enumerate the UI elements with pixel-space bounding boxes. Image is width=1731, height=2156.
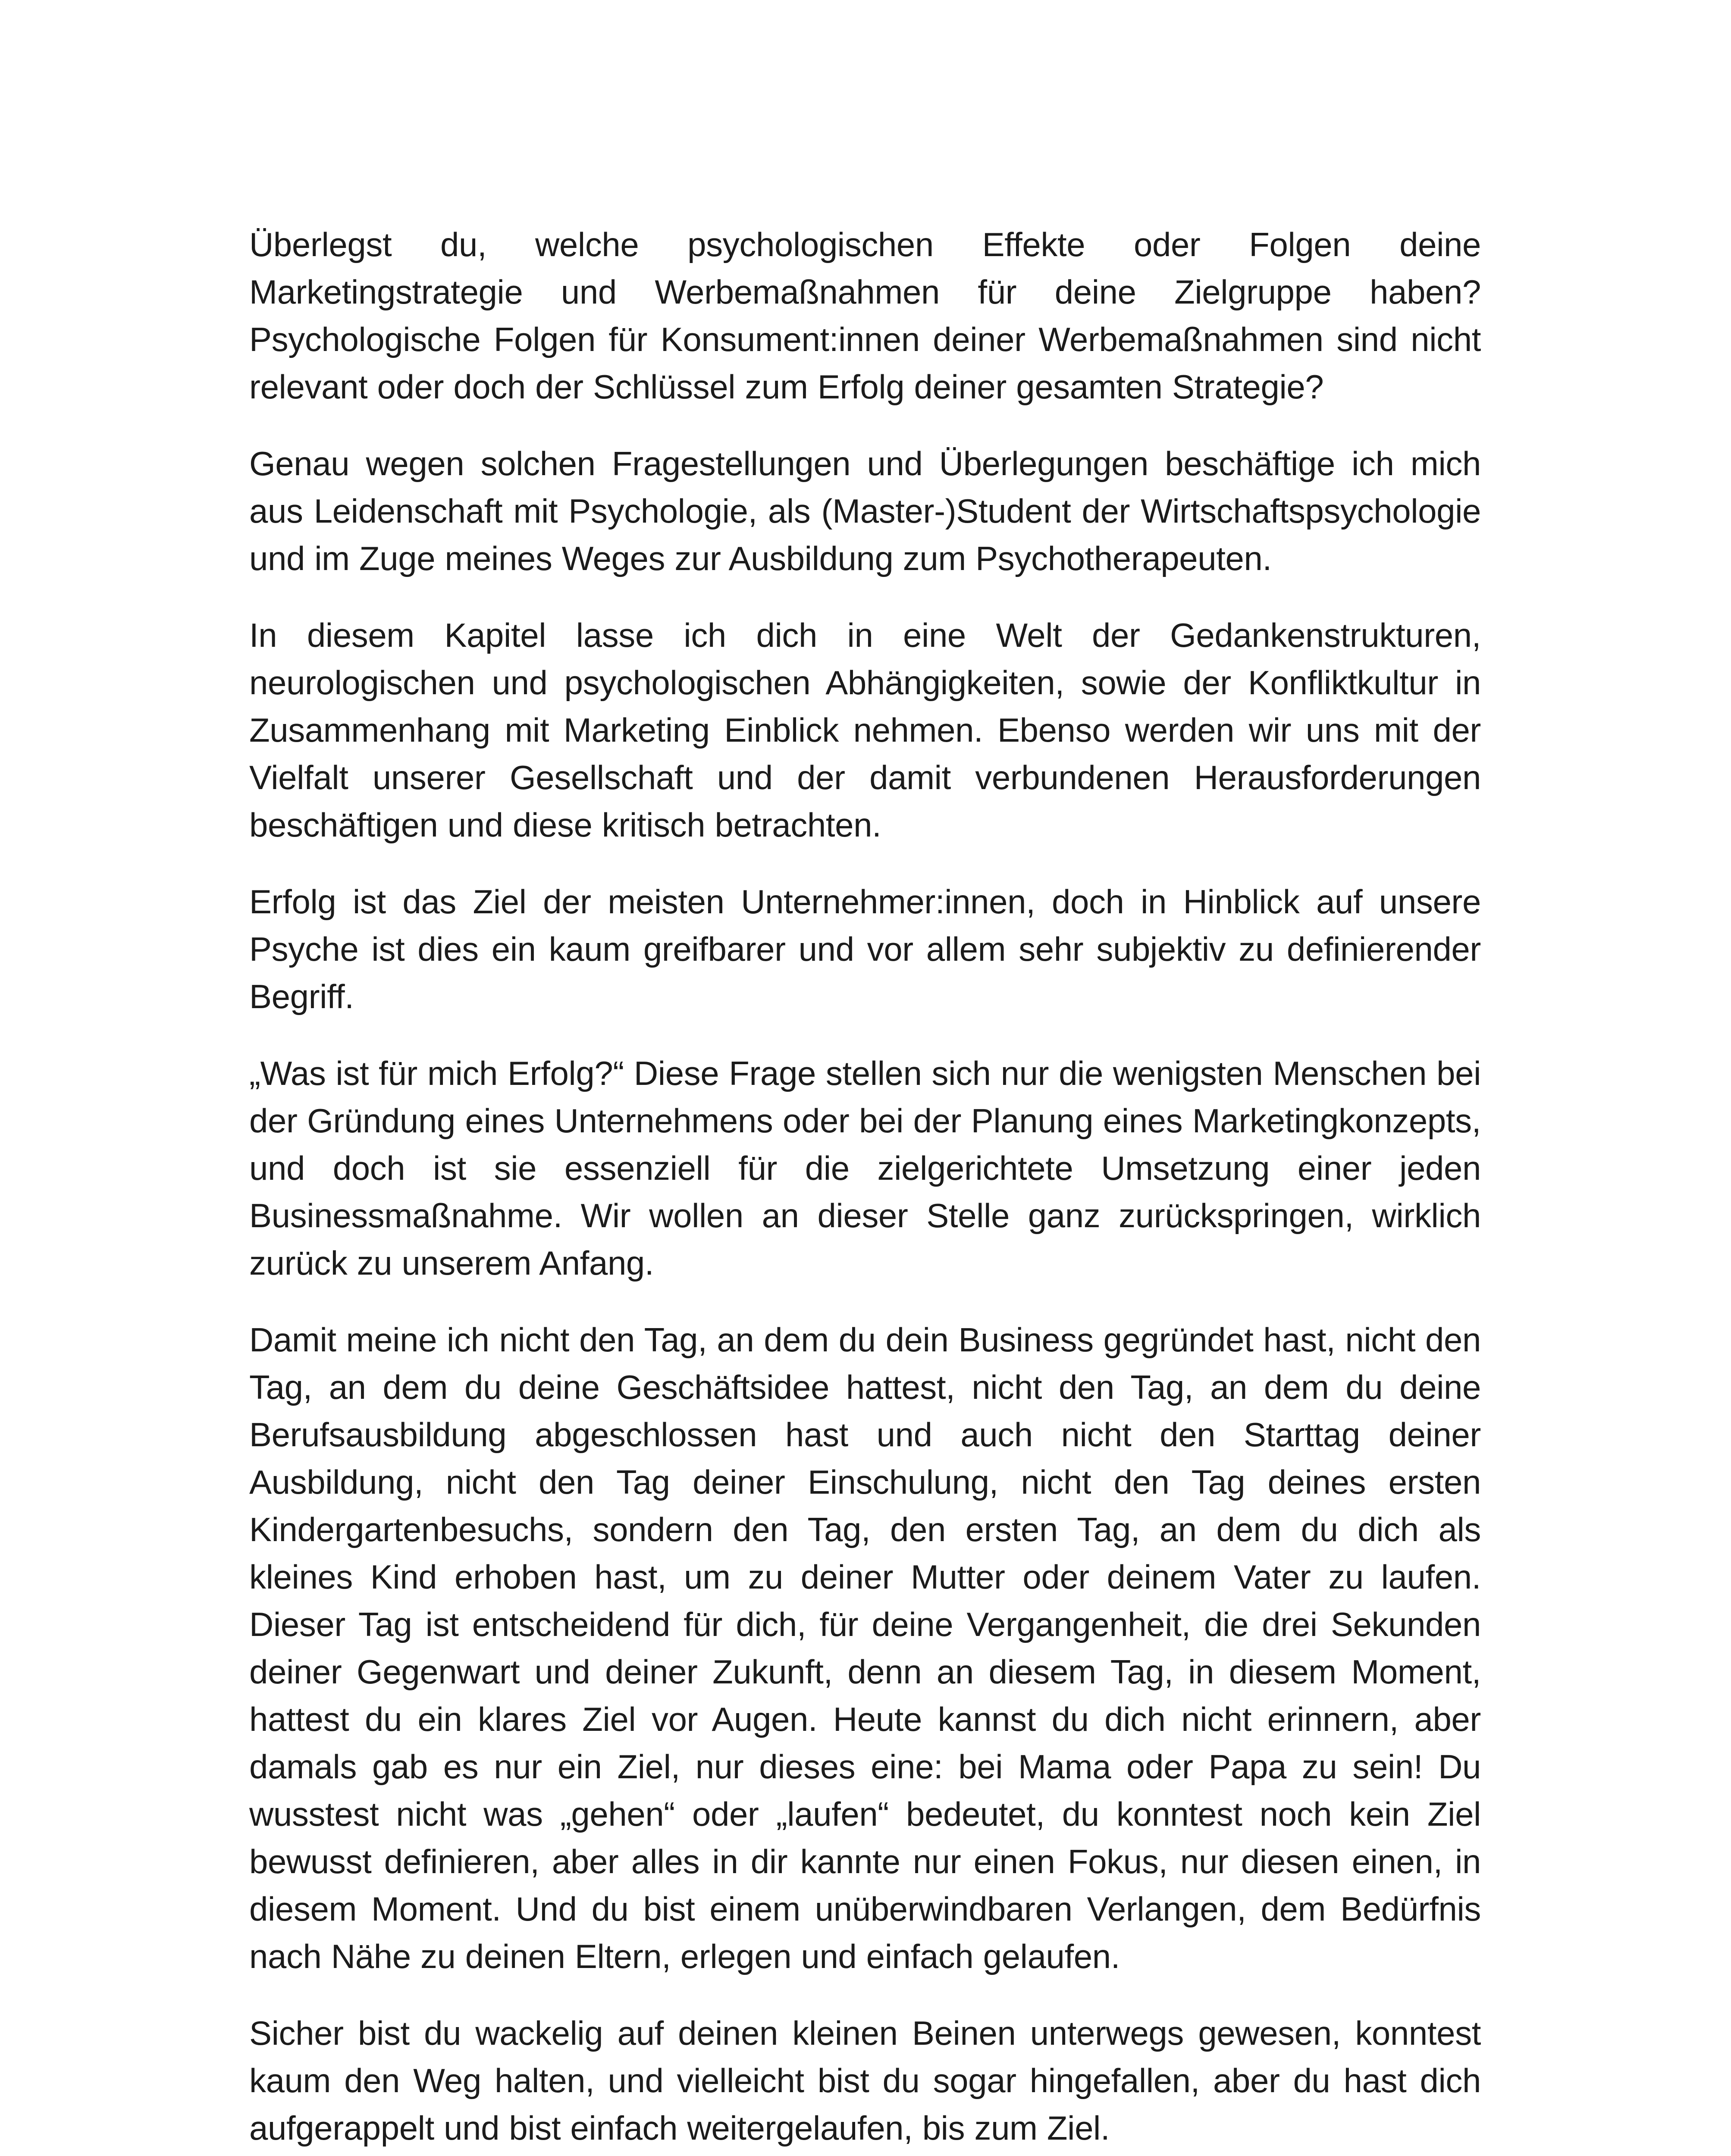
paragraph-4: Erfolg ist das Ziel der meisten Unternehmer:innen, doch in Hinblick auf unsere Psyche ist dies ein kaum greifbarer und vor allem sehr subjektiv zu definierender Begriff. [249,883,1481,1015]
paragraph-3: In diesem Kapitel lasse ich dich in eine Welt der Gedankenstrukturen, neurologischen und psychologischen Abhängigkeiten, sowie der Konfliktkultur in Zusammenhang mit Marketing Einblick nehmen. Ebenso werden wir uns mit der Vielfalt unserer Gesellschaft und der damit verbundenen Herausforderungen beschäftigen und diese kritisch betrachten. [249,616,1481,844]
paragraph-6: Damit meine ich nicht den Tag, an dem du dein Business gegründet hast, nicht den Tag, an dem du deine Geschäftsidee hattest, nicht den Tag, an dem du deine Berufsausbildung abgeschlossen hast und auch nicht den Starttag deiner Ausbildung, nicht den Tag deiner Einschulung, nicht den Tag deines ersten Kindergartenbesuchs, sondern den Tag, den ersten Tag, an dem du dich als kleines Kind erhoben hast, um zu deiner Mutter oder deinem Vater zu laufen. Dieser Tag ist entscheidend für dich, für deine Vergangenheit, die drei Sekunden deiner Gegenwart und deiner Zukunft, denn an diesem Tag, in diesem Moment, hattest du ein klares Ziel vor Augen. Heute kannst du dich nicht erinnern, aber damals gab es nur ein Ziel, nur dieses eine: bei Mama oder Papa zu sein! Du wusstest nicht was „gehen“ oder „laufen“ bedeutet, du konntest noch kein Ziel bewusst definieren, aber alles in dir kannte nur einen Fokus, nur diesen einen, in diesem Moment. Und du bist einem unüberwindbaren Verlangen, dem Bedürfnis nach Nähe zu deinen Eltern, erlegen und einfach gelaufen. [249,1321,1481,1975]
paragraph-1: Überlegst du, welche psychologischen Effekte oder Folgen deine Marketingstrategie und Werbemaßnahmen für deine Zielgruppe haben? Psychologische Folgen für Konsument:innen deiner Werbemaßnahmen sind nicht relevant oder doch der Schlüssel zum Erfolg deiner gesamten Strategie? [249,226,1481,406]
paragraph-7: Sicher bist du wackelig auf deinen kleinen Beinen unterwegs gewesen, konntest kaum den Weg halten, und vielleicht bist du sogar hingefallen, aber du hast dich aufgerappelt und bist einfach weitergelaufen, bis zum Ziel. [249,2014,1481,2147]
body-text [249,221,1481,2156]
paragraph-5: „Was ist für mich Erfolg?“ Diese Frage stellen sich nur die wenigsten Menschen bei der Gründung eines Unternehmens oder bei der Planung eines Marketingkonzepts, und doch ist sie essenziell für die zielgerichtete Umsetzung einer jeden Businessmaßnahme. Wir wollen an dieser Stelle ganz zurückspringen, wirklich zurück zu unserem Anfang. [249,1054,1481,1282]
paragraph-2: Genau wegen solchen Fragestellungen und Überlegungen beschäftige ich mich aus Leidenschaft mit Psychologie, als (Master-)Student der Wirtschaftspsychologie und im Zuge meines Weges zur Ausbildung zum Psychotherapeuten. [249,445,1481,577]
